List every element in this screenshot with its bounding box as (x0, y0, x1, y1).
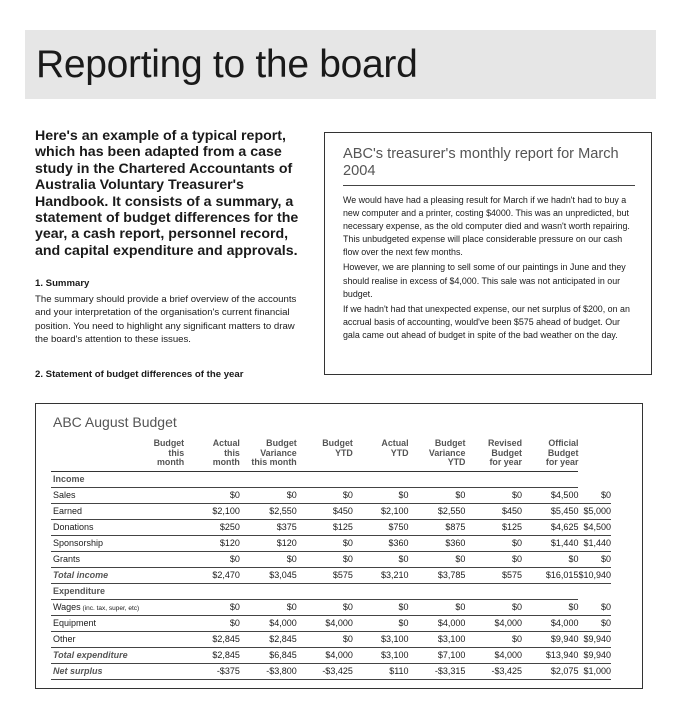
table-cell: $0 (465, 487, 522, 503)
row-label-text: Equipment (53, 618, 97, 629)
column-header-line (297, 458, 353, 468)
table-cell: $0 (522, 551, 578, 567)
table-cell: $2,100 (184, 503, 240, 519)
column-header-line: for year (489, 457, 522, 468)
table-cell: $0 (578, 551, 611, 567)
treasurer-report-box (324, 132, 652, 375)
row-label-text: Donations (53, 522, 94, 533)
table-cell: $16,015 (522, 567, 578, 583)
table-cell: $9,940 (522, 631, 578, 647)
row-label-text: Wages (53, 602, 81, 613)
row-label-text: Net surplus (53, 666, 103, 677)
table-cell: $110 (353, 663, 409, 679)
table-cell: $575 (465, 567, 522, 583)
column-header (184, 439, 240, 471)
table-row (51, 615, 611, 631)
table-cell: $7,100 (409, 647, 466, 663)
table-cell: $4,000 (297, 615, 353, 631)
table-cell: $125 (465, 519, 522, 535)
table-cell: $0 (409, 599, 466, 615)
column-header-line: month (157, 457, 185, 468)
section-2-heading: 2. Statement of budget differences of the year (35, 369, 244, 380)
column-header (409, 439, 466, 471)
report-divider (343, 185, 635, 186)
table-row (51, 503, 611, 519)
column-header-line: YTD (335, 447, 353, 458)
table-cell: $0 (522, 599, 578, 615)
table-cell: $575 (297, 567, 353, 583)
table-cell: $4,000 (409, 615, 466, 631)
table-cell: $120 (240, 535, 297, 551)
column-header-line: YTD (390, 447, 409, 458)
table-cell: $4,000 (465, 647, 522, 663)
table-cell: $2,550 (409, 503, 466, 519)
row-label (51, 487, 184, 503)
row-label-note: (inc. tax, super, etc) (80, 605, 140, 613)
report-paragraph: We would have had a pleasing result for March if we hadn't had to buy a new computer and a printer, costing $4000. This was an unpredicted, but necessary expense, as the old computer died and wasn't worth repairing. This unbudgeted expense will place considerable pressure on our cash flow over the next few months. (343, 195, 630, 258)
table-cell: $0 (297, 599, 353, 615)
table-cell: $0 (297, 487, 353, 503)
report-title: ABC's treasurer's monthly report for March 2004 (343, 146, 619, 179)
column-header (297, 439, 353, 471)
table-cell: $0 (409, 551, 466, 567)
table-cell: $1,440 (578, 535, 611, 551)
table-cell: $0 (240, 551, 297, 567)
table-cell: $2,470 (184, 567, 240, 583)
table-cell: $0 (184, 487, 240, 503)
table-cell: $2,845 (184, 631, 240, 647)
table-cell: $375 (240, 519, 297, 535)
row-label-text: Earned (53, 506, 83, 517)
table-cell: $4,625 (522, 519, 578, 535)
column-header-line: Budget (322, 438, 353, 448)
table-cell: $3,045 (240, 567, 297, 583)
table-cell: -$3,800 (240, 663, 297, 679)
column-header-line: for year (545, 457, 579, 468)
row-label (51, 631, 184, 647)
row-label-text: Other (53, 634, 76, 645)
table-cell: $0 (184, 551, 240, 567)
table-cell: $0 (465, 599, 522, 615)
column-header-line: Variance (428, 447, 466, 458)
table-cell: $360 (353, 535, 409, 551)
row-label (51, 663, 184, 679)
table-cell: $0 (353, 551, 409, 567)
report-paragraph: If we hadn't had that unexpected expense, our net surplus of $200, on an accrual basis of accounting, would've been $575 ahead of budget. Our gala came out ahead of budget in spite of the bad weather on the day. (343, 303, 630, 340)
table-cell: $0 (297, 551, 353, 567)
title-banner (25, 30, 656, 99)
table-cell: $3,100 (353, 631, 409, 647)
section-label: Income (51, 471, 578, 487)
row-label-text: Grants (53, 554, 81, 565)
row-label-text: Total income (53, 570, 109, 581)
page-title: Reporting to the board (36, 43, 418, 86)
table-cell: $2,075 (522, 663, 578, 679)
row-label-text: Total expenditure (53, 650, 128, 661)
table-cell: $0 (353, 487, 409, 503)
table-cell: $13,940 (522, 647, 578, 663)
table-cell: $0 (465, 535, 522, 551)
column-header-line: month (212, 457, 240, 468)
table-row (51, 599, 611, 615)
table-cell: $0 (353, 599, 409, 615)
budget-title: ABC August Budget (53, 414, 177, 430)
table-cell: $0 (184, 615, 240, 631)
table-cell: $0 (465, 631, 522, 647)
section-1-heading: 1. Summary (35, 278, 90, 289)
table-cell: $450 (297, 503, 353, 519)
table-cell: $0 (578, 599, 611, 615)
table-cell: $750 (353, 519, 409, 535)
row-label-text: Sales (53, 490, 76, 501)
table-cell: $875 (409, 519, 466, 535)
report-body (343, 194, 639, 344)
table-cell: $4,500 (578, 519, 611, 535)
table-cell: -$375 (184, 663, 240, 679)
table-cell: $0 (184, 599, 240, 615)
column-header-line: this (168, 447, 185, 458)
column-header-line: Budget (153, 438, 185, 448)
column-header (147, 439, 185, 471)
table-cell: $0 (240, 487, 297, 503)
table-cell: $0 (297, 535, 353, 551)
budget-table (51, 439, 611, 680)
table-cell: $3,100 (353, 647, 409, 663)
column-header (353, 439, 409, 471)
table-cell: $4,000 (297, 647, 353, 663)
table-cell: $4,500 (522, 487, 578, 503)
label-column-header (51, 439, 147, 471)
column-header-line: Budget (434, 438, 466, 448)
table-cell: $0 (240, 599, 297, 615)
table-cell: $0 (297, 631, 353, 647)
column-header-line: Budget (266, 438, 297, 448)
table-cell: $2,550 (240, 503, 297, 519)
row-label (51, 519, 184, 535)
column-header-line: Official (548, 438, 579, 448)
table-cell: -$3,425 (297, 663, 353, 679)
table-cell: $0 (409, 487, 466, 503)
table-row (51, 487, 611, 503)
budget-box (35, 403, 643, 689)
table-cell: $4,000 (465, 615, 522, 631)
row-label (51, 503, 184, 519)
table-cell: $1,000 (578, 663, 611, 679)
column-header (465, 439, 522, 471)
table-cell: $5,000 (578, 503, 611, 519)
total-row (51, 567, 611, 583)
column-header (522, 439, 578, 471)
table-cell: $5,450 (522, 503, 578, 519)
column-header-line: this month (251, 457, 297, 468)
table-cell: $0 (578, 487, 611, 503)
table-row (51, 519, 611, 535)
column-header-line: Actual (381, 438, 409, 448)
table-cell: $4,000 (240, 615, 297, 631)
table-cell: $250 (184, 519, 240, 535)
section-label: Expenditure (51, 583, 578, 599)
table-cell: $450 (465, 503, 522, 519)
column-header-line: YTD (447, 457, 466, 468)
column-header-line: Budget (547, 447, 579, 458)
table-cell: -$3,425 (465, 663, 522, 679)
table-cell: $9,940 (578, 647, 611, 663)
table-cell: $3,210 (353, 567, 409, 583)
row-label-text: Sponsorship (53, 538, 104, 549)
table-cell: $120 (184, 535, 240, 551)
budget-header-row (51, 439, 611, 471)
section-1-body: The summary should provide a brief overview of the accounts and your interpretation of the organisation's current financial position. You need to highlight any significant matters to draw the board's attention to these issues. (35, 294, 297, 346)
table-cell: -$3,315 (409, 663, 466, 679)
total-row (51, 647, 611, 663)
table-cell: $10,940 (578, 567, 611, 583)
table-cell: $2,845 (184, 647, 240, 663)
column-header-line: Budget (491, 447, 522, 458)
column-header-line: Variance (260, 447, 297, 458)
table-row (51, 631, 611, 647)
table-cell: $2,100 (353, 503, 409, 519)
column-header-line: Revised (487, 438, 522, 448)
column-header-line: Actual (212, 438, 240, 448)
table-cell: $125 (297, 519, 353, 535)
row-label (51, 647, 184, 663)
row-label (51, 535, 184, 551)
row-label (51, 567, 184, 583)
section-row (51, 583, 611, 599)
row-label (51, 551, 184, 567)
table-cell: $360 (409, 535, 466, 551)
table-cell: $4,000 (522, 615, 578, 631)
table-cell: $0 (465, 551, 522, 567)
table-cell: $6,845 (240, 647, 297, 663)
table-cell: $9,940 (578, 631, 611, 647)
report-paragraph: However, we are planning to sell some of our paintings in June and they should realise in excess of $4,000. This sale was not anticipated in our budget. (343, 262, 626, 299)
table-cell: $1,440 (522, 535, 578, 551)
table-cell: $3,100 (409, 631, 466, 647)
column-header-line (353, 458, 409, 468)
table-cell: $2,845 (240, 631, 297, 647)
column-header (240, 439, 297, 471)
table-cell: $0 (353, 615, 409, 631)
table-cell: $0 (578, 615, 611, 631)
section-row (51, 471, 611, 487)
row-label (51, 615, 184, 631)
total-row (51, 663, 611, 679)
table-row (51, 551, 611, 567)
row-label (51, 599, 184, 615)
column-header-line: this (224, 447, 240, 458)
table-row (51, 535, 611, 551)
table-cell: $3,785 (409, 567, 466, 583)
intro-paragraph: Here's an example of a typical report, which has been adapted from a case study in the Chartered Accountants of Australia Voluntary Treasurer's Handbook. It consists of a summary, a statement of budget differences for the year, a cash report, personnel record, and capital expenditure and approvals. (35, 128, 299, 259)
